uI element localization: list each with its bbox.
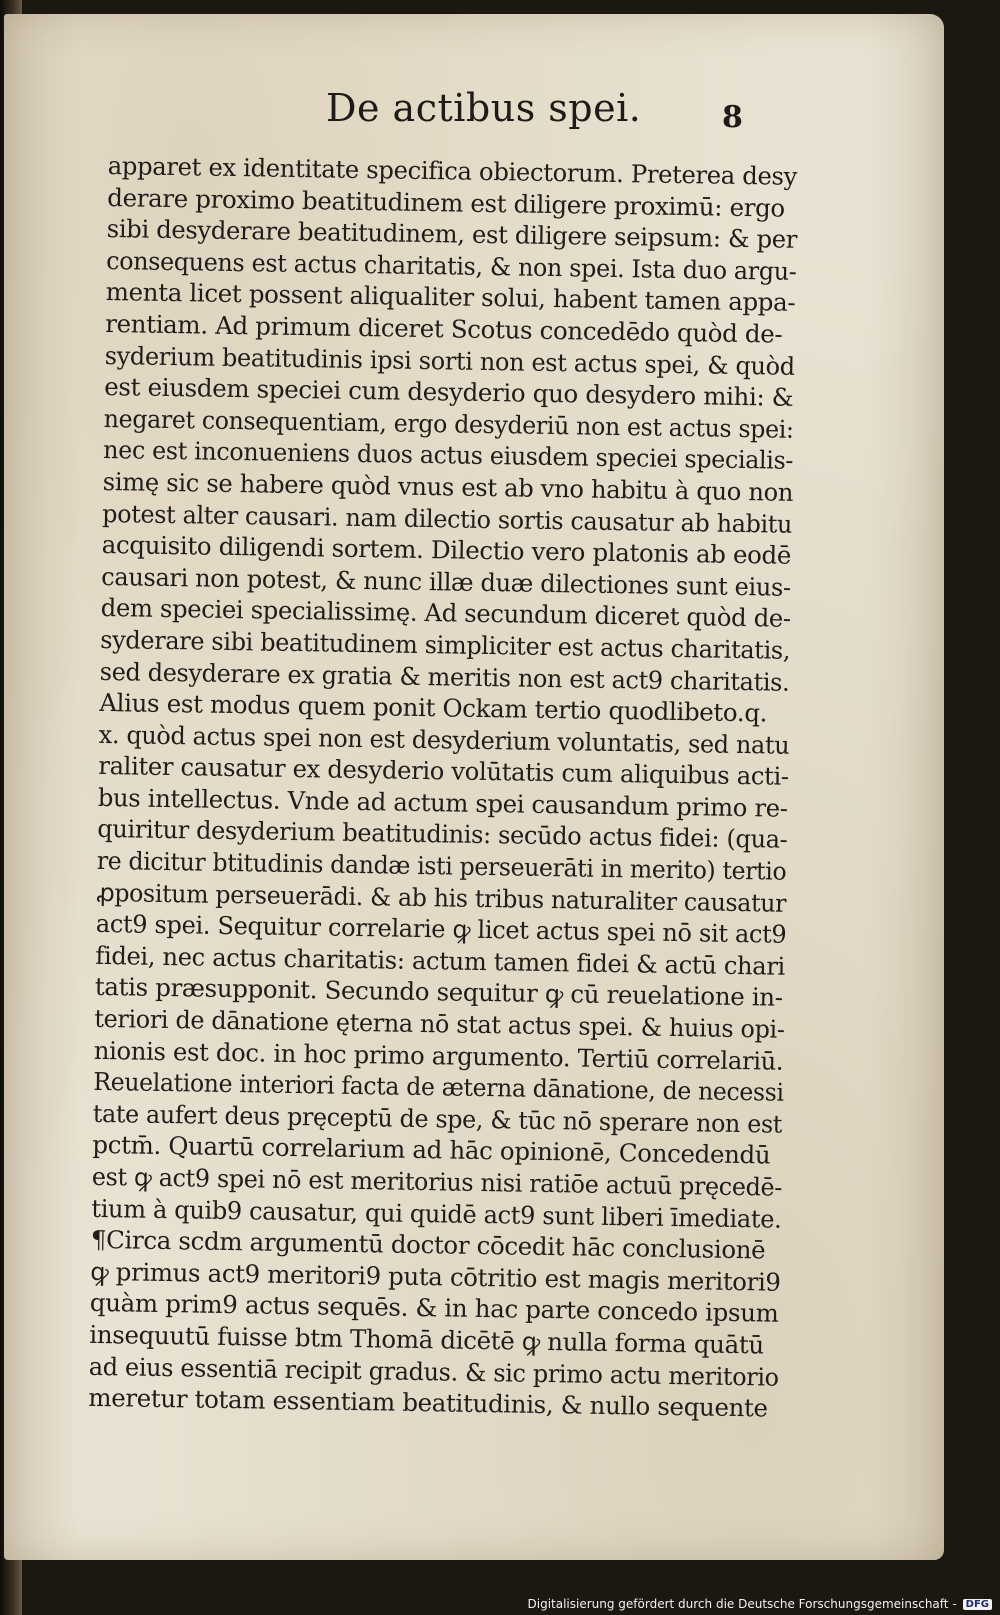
text-line: raliter causatur ex desyderio volūtatis cum aliquibus acti- bbox=[98, 751, 789, 792]
text-line: dem speciei specialissimę. Ad secundum diceret quòd de- bbox=[100, 593, 791, 634]
text-line: apparet ex identitate specifica obiectorum. Preterea desy bbox=[107, 150, 798, 191]
text-line: tate aufert deus pręceptū de spe, & tūc nō sperare non est bbox=[92, 1098, 783, 1139]
text-line: rentiam. Ad primum diceret Scotus concedēdo quòd de- bbox=[105, 308, 783, 349]
book-page bbox=[4, 14, 944, 1560]
text-line: est ꝙ act9 spei nō est meritorius nisi ratiōe actuū pręcedē- bbox=[91, 1161, 783, 1202]
text-line: consequens est actus charitatis, & non spei. Ista duo argu- bbox=[106, 245, 797, 286]
text-line: quiritur desyderium beatitudinis: secūdo actus fidei: (qua- bbox=[97, 814, 788, 855]
text-line: syderium beatitudinis ipsi sorti non est actus spei, & quòd bbox=[104, 340, 796, 381]
text-line: tium à quib9 causatur, qui quidē act9 sunt liberi īmediate. bbox=[91, 1193, 782, 1234]
digitization-credit bbox=[528, 1597, 993, 1611]
text-line: pctm̄. Quartū correlarium ad hāc opinionē, Concedendū bbox=[92, 1130, 771, 1170]
text-line: fidei, nec actus charitatis: actum tamen fidei & actū chari bbox=[95, 940, 786, 981]
text-line: act9 spei. Sequitur correlarie ꝙ licet actus spei nō sit act9 bbox=[95, 909, 787, 950]
text-line: potest alter causari. nam dilectio sortis causatur ab habitu bbox=[102, 498, 793, 539]
text-line: quàm prim9 actus sequēs. & in hac parte concedo ipsum bbox=[89, 1288, 779, 1329]
text-line: syderare sibi beatitudinem simpliciter est actus charitatis, bbox=[100, 624, 791, 665]
text-line: simę sic se habere quòd vnus est ab vno habitu à quo non bbox=[102, 466, 794, 507]
dfg-logo: DFG bbox=[963, 1599, 992, 1610]
text-line: x. quòd actus spei non est desyderium voluntatis, sed natu bbox=[98, 719, 790, 760]
page-header bbox=[4, 86, 944, 146]
text-line: ꝙ primus act9 meritori9 puta cōtritio est magis meritori9 bbox=[90, 1256, 781, 1297]
text-line: meretur totam essentiam beatitudinis, & nullo sequente bbox=[88, 1383, 768, 1423]
text-line: nec est inconueniens duos actus eiusdem speciei specialis- bbox=[103, 435, 794, 476]
text-line: sed desyderare ex gratia & meritis non est act9 charitatis. bbox=[99, 656, 790, 697]
text-line: derare proximo beatitudinem est diligere proximū: ergo bbox=[107, 182, 786, 223]
text-line: negaret consequentiam, ergo desyderiū non est actus spei: bbox=[103, 403, 794, 444]
text-line: sibi desyderare beatitudinem, est diligere seipsum: & per bbox=[106, 214, 798, 255]
text-line: Reuelatione interiori facta de æterna dānatione, de necessi bbox=[93, 1067, 784, 1107]
text-line: causari non potest, & nunc illæ duæ dilectiones sunt eius- bbox=[101, 561, 792, 602]
text-block bbox=[88, 150, 798, 1424]
running-title: De actibus spei. bbox=[326, 86, 642, 130]
text-line: ad eius essentiā recipit gradus. & sic primo actu meritorio bbox=[88, 1351, 779, 1392]
text-line: est eiusdem speciei cum desyderio quo desydero mihi: & bbox=[104, 372, 794, 412]
text-line: bus intellectus. Vnde ad actum spei causandum primo re- bbox=[97, 782, 788, 823]
text-line: ¶Circa scdm argumentū doctor cōcedit hāc conclusionē bbox=[90, 1225, 766, 1265]
text-line: menta licet possent aliqualiter solui, habent tamen appa- bbox=[105, 277, 796, 318]
text-line: acquisito diligendi sortem. Dilectio vero platonis ab eodē bbox=[101, 530, 792, 570]
text-line: nionis est doc. in hoc primo argumento. Tertiū correlariū. bbox=[93, 1035, 784, 1076]
text-line: ꝓpositum perseuerādi. & ab his tribus naturaliter causatur bbox=[96, 877, 787, 918]
text-line: re dicitur btitudinis dandæ isti perseuerāti in merito) tertio bbox=[96, 845, 787, 886]
credit-text: Digitalisierung gefördert durch die Deutsche Forschungsgemeinschaft - bbox=[527, 1597, 957, 1611]
text-line: tatis præsupponit. Secundo sequitur ꝙ cū reuelatione in- bbox=[94, 972, 783, 1013]
folio-number: 8 bbox=[722, 100, 743, 135]
text-line: insequutū fuisse btm Thomā dicētē ꝙ nulla forma quātū bbox=[89, 1319, 765, 1360]
text-line: Alius est modus quem ponit Ockam tertio quodlibeto.q. bbox=[99, 688, 768, 728]
text-line: teriori de dānatione ęterna nō stat actus spei. & huius opi- bbox=[94, 1003, 785, 1044]
